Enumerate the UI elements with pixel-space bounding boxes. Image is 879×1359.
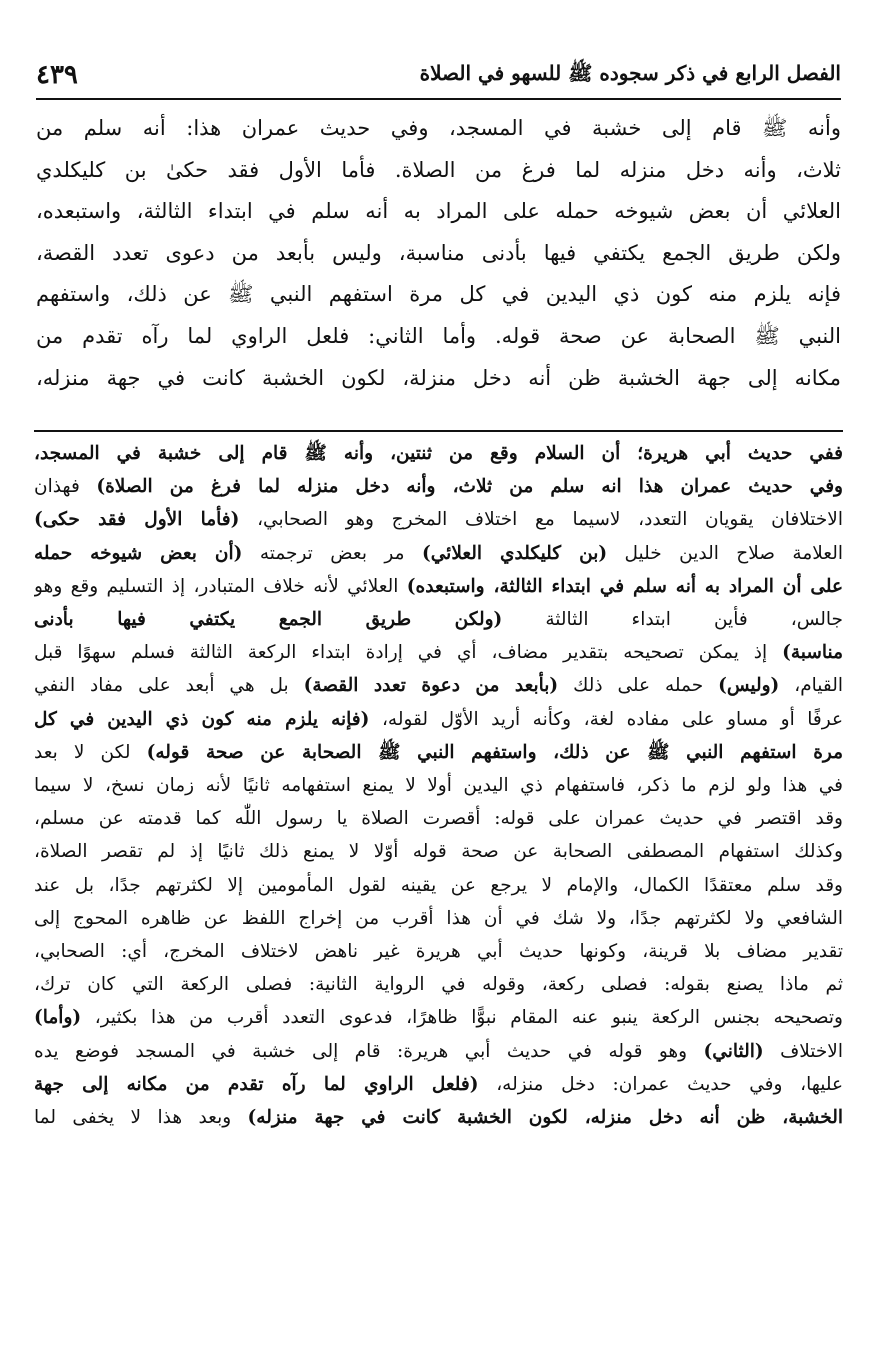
commentary-line: ثم ماذا يصنع بقوله: فصلى ركعة، وقوله في الرواية الثانية: فصلى الركعة التي كان ترك، [34,974,843,996]
commentary-text: عرفًا أو مساو على مفاده لغة، وكأنه أريد الأوّل لقوله، [369,708,843,730]
commentary-text: إذ يمكن تصحيحه بتقدير مضاف، أي في إرادة ابتداء الركعة الثالثة فسلم سهوًا قبل [34,642,783,664]
commentary-line: وقد اقتصر في حديث عمران على قوله: أقصرت الصلاة يا رسول اللّٰه كما قدمته عن مسلم، [34,808,843,830]
main-text-line: فإنه يلزم منه كون ذي اليدين في كل مرة استفهم النبي ﷺ عن ذلك، واستفهم [36,282,841,307]
commentary-line: الشافعي ولا لكثرتهم جدًا، ولا شك في أن هذا أقرب من إخراج اللفظ عن ظاهره المحوج إلى [34,907,843,929]
quoted-text: مرة استفهم النبي ﷺ عن ذلك، واستفهم النبي ﷺ الصحابة عن صحة قوله) [146,741,843,763]
commentary-text: مر بعض ترجمته [242,542,422,564]
commentary-line [34,1101,843,1134]
main-text-line: النبي ﷺ الصحابة عن صحة قوله. وأما الثاني: فلعل الراوي لما رآه تقدم من [36,323,841,348]
commentary-line [34,1068,843,1101]
main-text-line: مكانه إلى جهة الخشبة ظن أنه دخل منزلة، لكون الخشبة كانت في جهة منزله، [36,365,841,390]
quoted-text: وفي حديث عمران هذا انه سلم من ثلاث، وأنه دخل منزله لما فرغ من الصلاة) [96,476,843,498]
quoted-text: (فإنه يلزم منه كون ذي اليدين في كل [34,708,370,730]
commentary-line [34,703,843,736]
quoted-text: (وليس) [718,675,780,697]
commentary-line [34,1001,843,1034]
commentary [34,437,843,1134]
commentary-line [34,669,843,702]
section-divider [34,430,843,432]
commentary-line [34,537,843,570]
quoted-text: (ولكن طريق الجمع يكتفي فيها بأدنى [34,609,503,631]
commentary-line [34,603,843,636]
commentary-text: حمله على ذلك [558,675,719,697]
running-title: الفصل الرابع في ذكر سجوده ﷺ للسهو في الصلاة [419,60,841,85]
commentary-line [34,1035,843,1068]
quoted-text: (الثاني) [703,1040,764,1062]
main-text-line: العلائي أن بعض شيوخه حمله على المراد به أنه سلم في ابتداء الثالثة، واستبعده، [36,199,841,224]
quoted-text: (فلعل الراوي لما رآه تقدم من مكانه إلى جهة [34,1073,479,1095]
commentary-text: الاختلاف [763,1040,843,1062]
commentary-text: فهذان [34,476,97,498]
quoted-text: (بن كليكلدي العلائي) [422,542,608,564]
commentary-text: عليها، وفي حديث عمران: دخل منزله، [478,1073,843,1095]
main-text [36,108,841,399]
commentary-text: وبعد هذا لا يخفى لما [34,1107,248,1129]
commentary-text: لكن لا بعد [34,741,147,763]
commentary-text: الاختلافان يقويان التعدد، لاسيما مع اختلاف المخرج وهو الصحابي، [239,509,843,531]
quoted-text: (وأما) [34,1007,82,1029]
page-header [36,52,841,100]
page-number: ٤٣٩ [36,60,78,90]
main-text-line: ولكن طريق الجمع يكتفي فيها بأدنى مناسبة، وليس بأبعد من دعوى تعدد القصة، [36,240,841,265]
commentary-text: بل هي أبعد على مفاد النفي [34,675,304,697]
commentary-line: وكذلك استفهام المصطفى الصحابة عن صحة قوله أوّلا لا يمنع ذلك ثانيًا إذ لم تقصر الصلاة، [34,841,843,863]
commentary-text: جالس، فأين ابتداء الثالثة [502,609,843,631]
quoted-text: على أن المراد به أنه سلم في ابتداء الثالثة، واستبعده) [406,575,843,597]
commentary-line [34,736,843,769]
quoted-text: مناسبة) [782,642,843,664]
commentary-text: القيام، [779,675,843,697]
commentary-line [34,470,843,503]
commentary-line [34,570,843,603]
commentary-line [34,503,843,536]
commentary-text: وهو قوله في حديث أبي هريرة: قام إلى خشبة في المسجد فوضع يده [34,1040,704,1062]
quoted-text: ففي حديث أبي هريرة؛ أن السلام وقع من ثنتين، وأنه ﷺ قام إلى خشبة في المسجد، [34,443,843,464]
quoted-text: الخشبة، ظن أنه دخل منزله، لكون الخشبة كانت في جهة منزله) [247,1107,843,1129]
quoted-text: (فأما الأول فقد حكى) [34,509,240,531]
commentary-line [34,636,843,669]
commentary-text: وتصحيحه بجنس الركعة ينبو عنه المقام نبوًّا ظاهرًا، فدعوى التعدد أقرب من هذا بكثير، [81,1007,843,1029]
main-text-line: وأنه ﷺ قام إلى خشبة في المسجد، وفي حديث عمران هذا: أنه سلم من [36,116,841,140]
commentary-text: العلائي لأنه خلاف المتبادر، إذ التسليم وقع وهو [34,575,407,597]
quoted-text: (أن بعض شيوخه حمله [34,542,243,564]
commentary-line: في هذا ولو لزم ما ذكر، فاستفهام ذي اليدين أولا لا يمنع استفهامه ثانيًا لأنه زمان نسخ، لا سيما [34,775,843,797]
main-text-line: ثلاث، وأنه دخل منزله لما فرغ من الصلاة. فأما الأول فقد حكىٰ بن كليكلدي [36,157,841,182]
commentary-line: تقدير مضاف بلا قرينة، وكونها حديث أبي هريرة غير ناهض لاختلاف المخرج، أي: الصحابي، [34,941,843,963]
commentary-line: وقد سلم معتقدًا الكمال، والإمام لا يرجع عن يقينه لقول المأمومين إلا لكثرتهم جدًا، بل عند [34,874,843,896]
commentary-text: العلامة صلاح الدين خليل [607,542,843,564]
commentary-line [34,437,843,470]
quoted-text: (بأبعد من دعوة تعدد القصة) [303,675,559,697]
